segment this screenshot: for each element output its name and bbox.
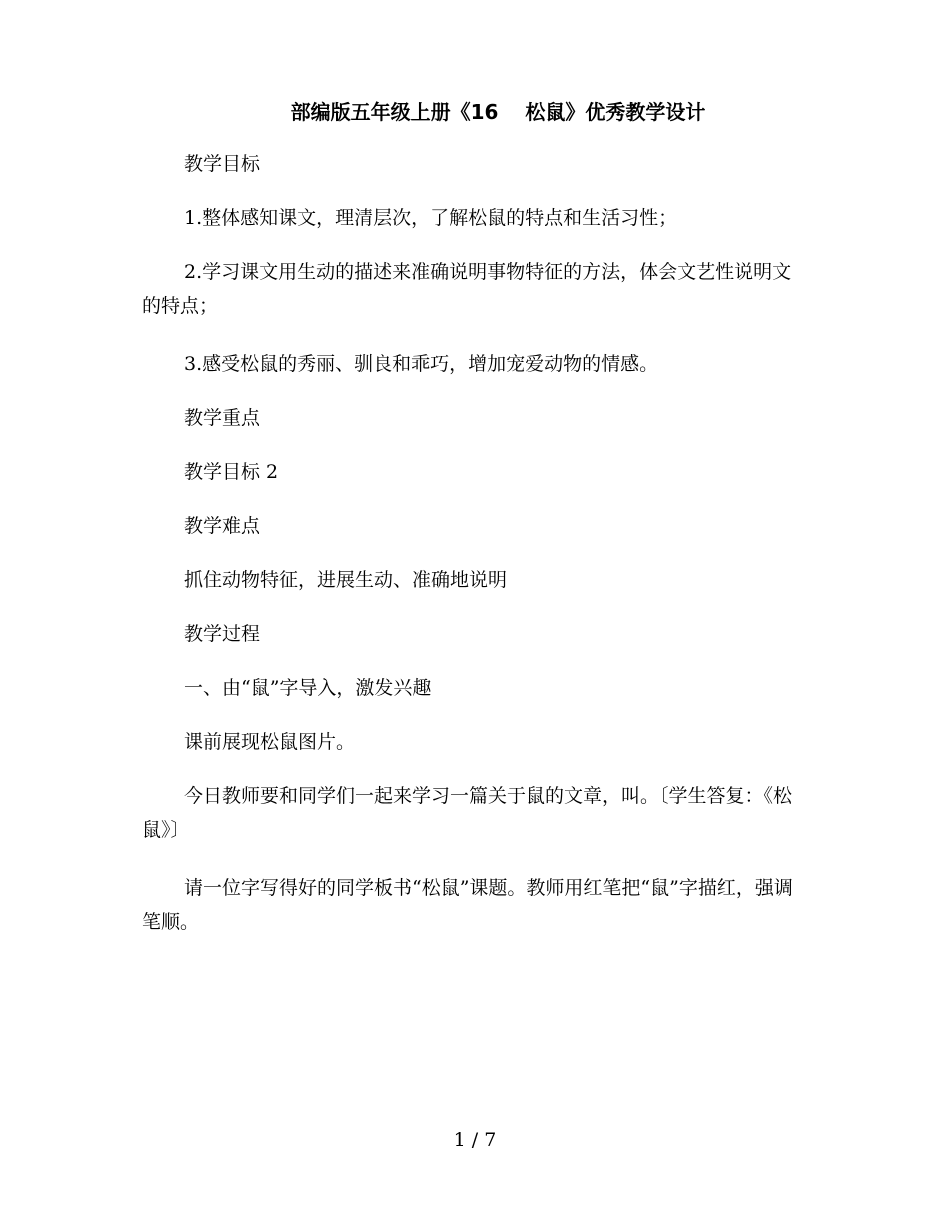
document-title: 部编版五年级上册《16 松鼠》优秀教学设计 <box>290 100 706 124</box>
paragraph-section-1-heading: 一、由“鼠”字导入，激发兴趣 <box>184 677 432 699</box>
paragraph-difficulties-heading: 教学难点 <box>184 515 261 537</box>
paragraph-teaching-goals-heading: 教学目标 <box>184 153 261 175</box>
paragraph-goal-1: 1.整体感知课文，理清层次，了解松鼠的特点和生活习性； <box>184 207 678 229</box>
paragraph-key-points-heading: 教学重点 <box>184 407 261 429</box>
paragraph-goal-3: 3.感受松鼠的秀丽、驯良和乖巧，增加宠爱动物的情感。 <box>184 353 659 375</box>
paragraph-goal-2: 2.学习课文用生动的描述来准确说明事物特征的方法，体会文艺性说明文的特点； <box>142 261 792 317</box>
paragraph-show-picture: 课前展现松鼠图片。 <box>184 731 356 753</box>
paragraph-blackboard: 请一位字写得好的同学板书“松鼠”课题。教师用红笔把“鼠”字描红，强调笔顺。 <box>142 877 793 933</box>
paragraph-difficulties: 抓住动物特征，进展生动、准确地说明 <box>184 569 508 591</box>
paragraph-introduction: 今日教师要和同学们一起来学习一篇关于鼠的文章，叫。〔学生答复：《松鼠》〕 <box>142 785 793 841</box>
paragraph-process-heading: 教学过程 <box>184 623 261 645</box>
paragraph-key-points: 教学目标 2 <box>184 461 279 483</box>
page-number: 1 / 7 <box>453 1129 497 1151</box>
